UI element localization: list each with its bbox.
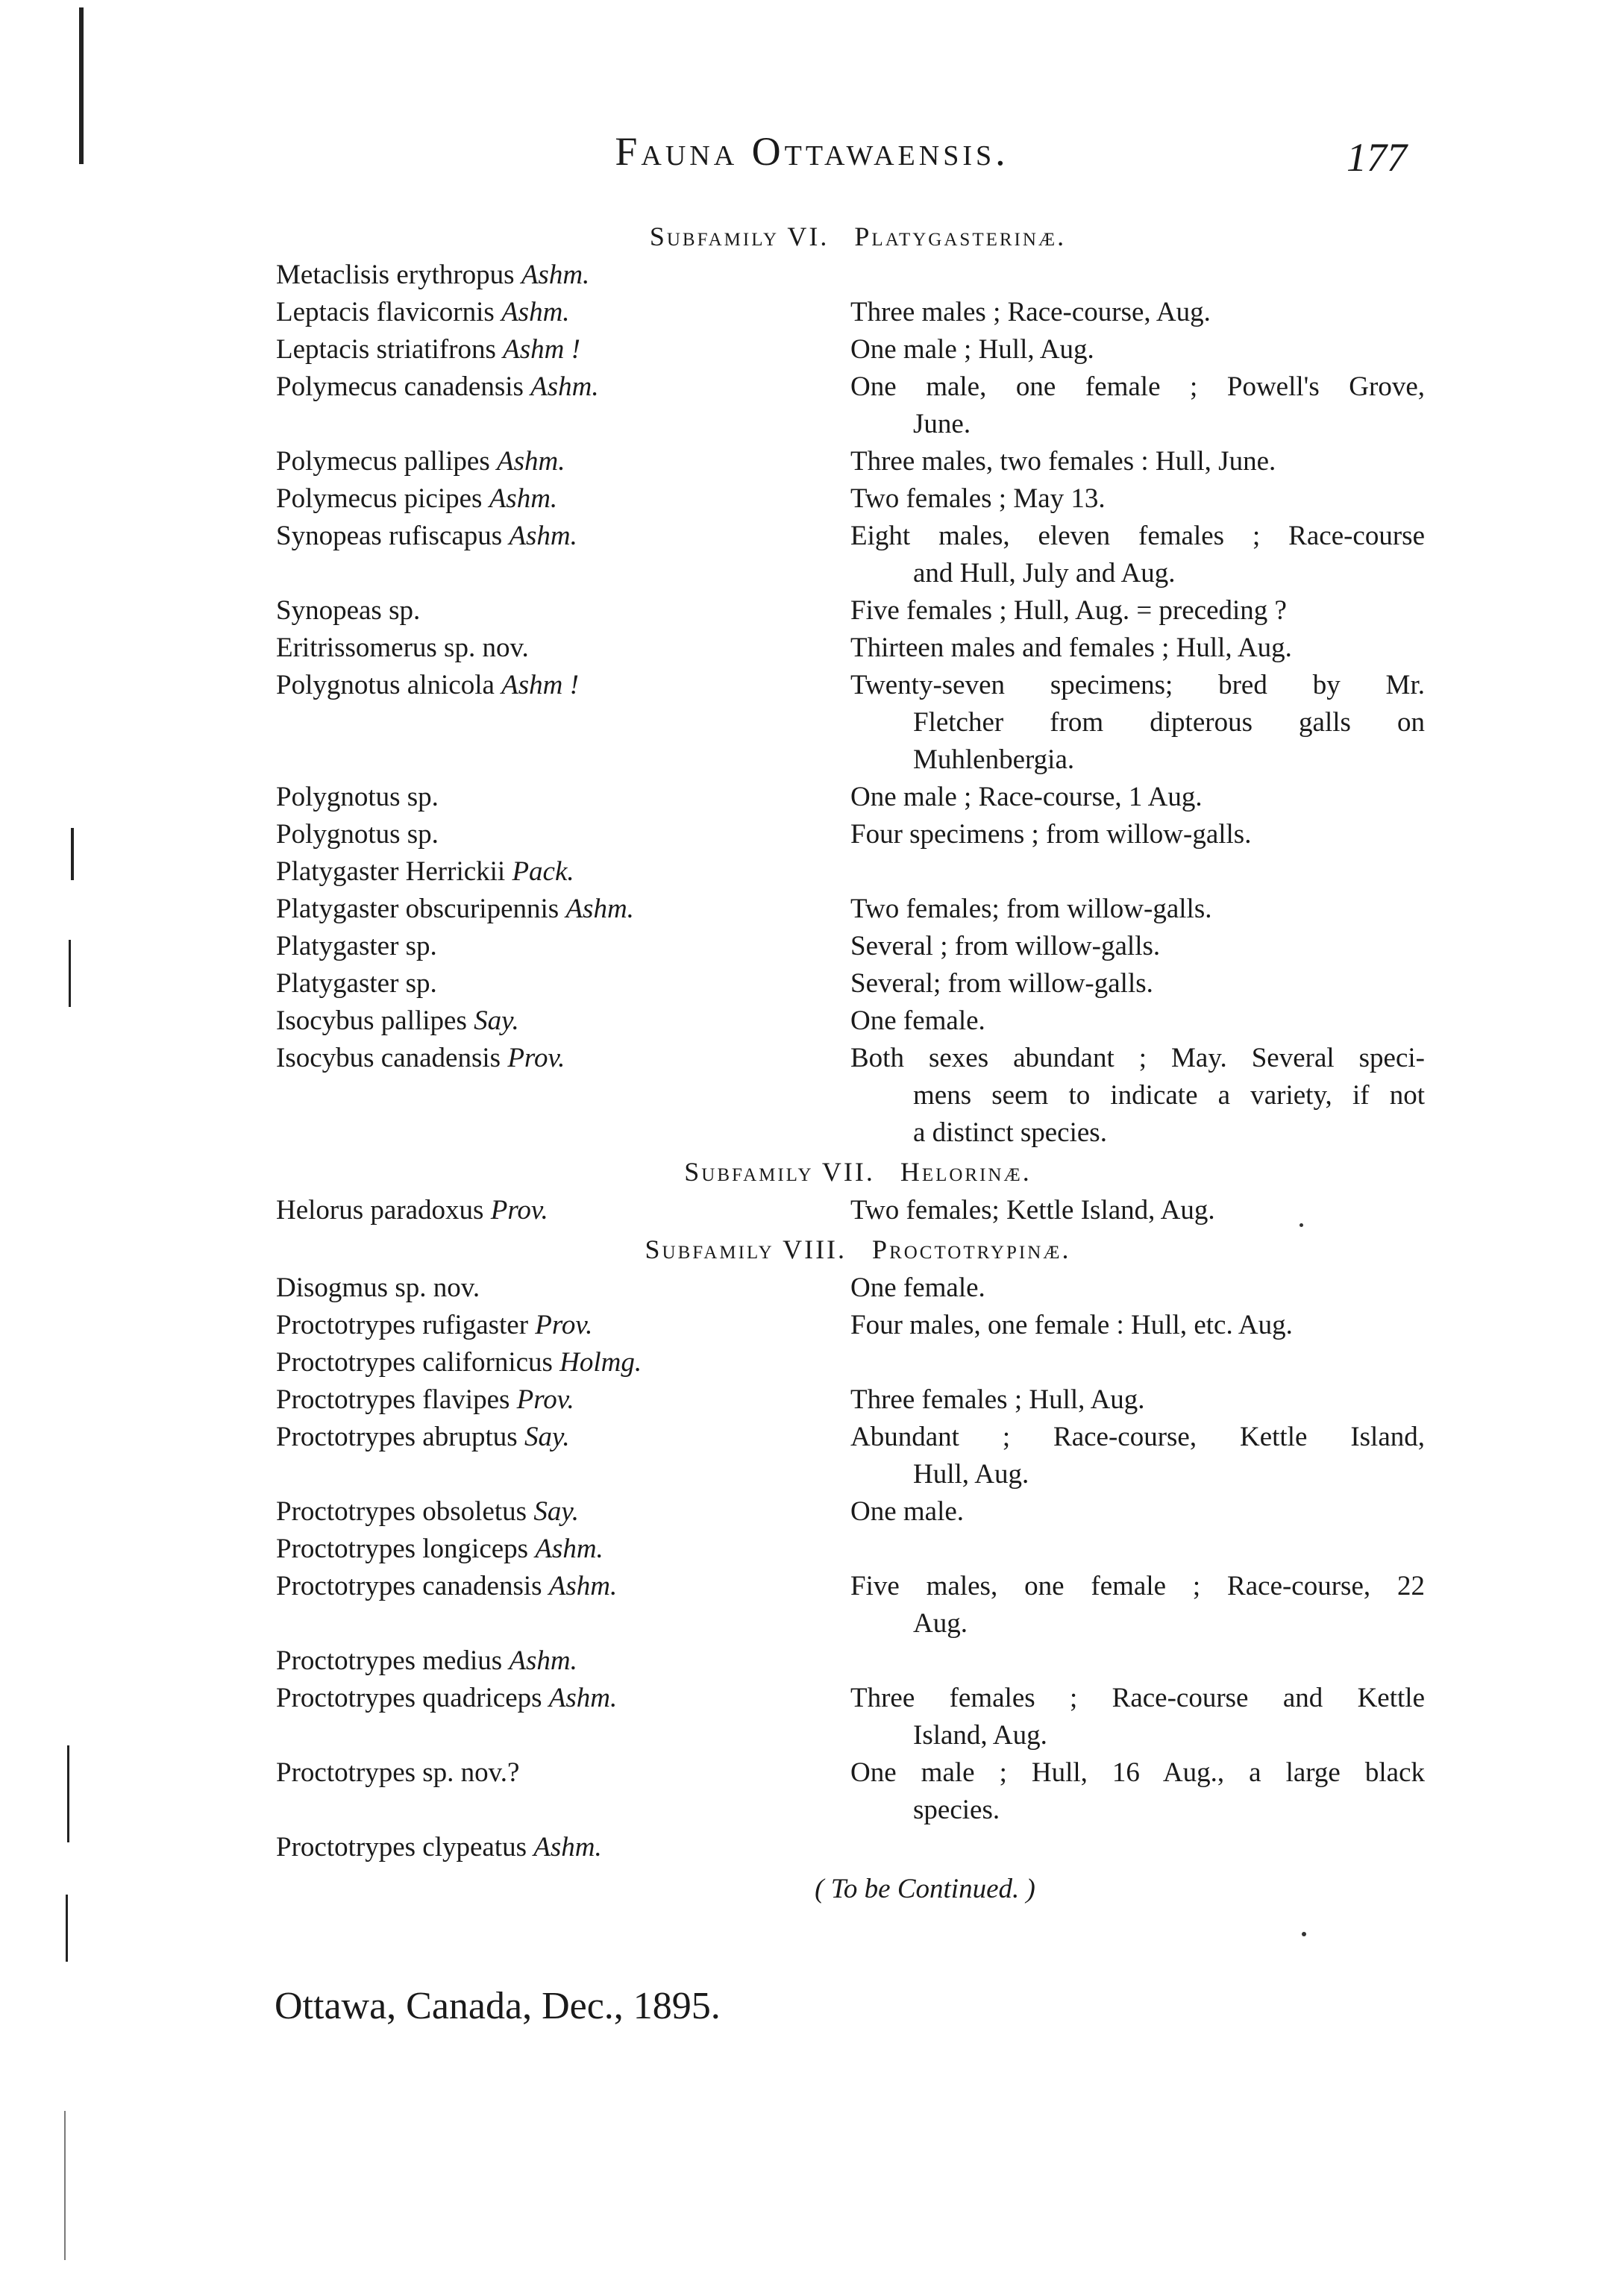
species-binomial: Eritrissomerus sp. nov. xyxy=(276,633,529,663)
species-authority: Ashm. xyxy=(548,1571,618,1601)
subfamily-name: Proctotrypinæ. xyxy=(872,1234,1071,1264)
species-name xyxy=(276,368,850,443)
species-name xyxy=(276,294,850,331)
species-authority: Prov. xyxy=(507,1043,565,1073)
record-note-line: Four specimens ; from willow-galls. xyxy=(850,819,1252,850)
subfamily-name: Helorinæ. xyxy=(900,1157,1032,1187)
record-note xyxy=(850,1307,1425,1344)
page-edge-line-bottom xyxy=(66,1895,68,1962)
species-name xyxy=(276,1040,850,1152)
record-note xyxy=(850,1270,1425,1307)
species-authority: Ashm. xyxy=(509,521,577,551)
record-note xyxy=(850,816,1425,853)
species-binomial: Proctotrypes longiceps xyxy=(276,1534,536,1564)
to-be-continued: ( To be Continued. ) xyxy=(815,1874,1035,1904)
record-note-line: Five males, one female ; Race-course, 22 xyxy=(850,1571,1425,1601)
species-binomial: Synopeas sp. xyxy=(276,595,421,626)
species-name xyxy=(276,1680,850,1754)
record-note-line: a distinct species. xyxy=(913,1117,1107,1148)
species-entry xyxy=(276,368,1440,443)
species-entry xyxy=(276,1307,1440,1344)
species-authority: Ashm. xyxy=(548,1683,618,1713)
page-edge-line-low xyxy=(67,1745,69,1842)
species-binomial: Proctotrypes quadriceps xyxy=(276,1683,549,1713)
species-list xyxy=(276,216,1440,1908)
species-name xyxy=(276,1344,850,1381)
record-note-line: Twenty-seven specimens; bred by Mr. xyxy=(850,670,1425,700)
record-note-line: Thirteen males and females ; Hull, Aug. xyxy=(850,633,1292,663)
species-name xyxy=(276,257,850,294)
species-name xyxy=(276,1754,850,1829)
species-binomial: Platygaster sp. xyxy=(276,931,437,961)
species-binomial: Disogmus sp. nov. xyxy=(276,1272,480,1303)
species-binomial: Leptacis striatifrons xyxy=(276,334,504,365)
species-authority: Prov. xyxy=(535,1310,593,1340)
species-binomial: Proctotrypes abruptus xyxy=(276,1422,524,1452)
species-authority: Ashm. xyxy=(530,371,599,402)
species-entry xyxy=(276,518,1440,592)
species-binomial: Isocybus canadensis xyxy=(276,1043,508,1073)
record-note xyxy=(850,667,1425,779)
species-name xyxy=(276,1270,850,1307)
species-binomial: Proctotrypes obsoletus xyxy=(276,1496,534,1527)
species-binomial: Proctotrypes clypeatus xyxy=(276,1832,534,1863)
record-note xyxy=(850,592,1425,630)
record-note-line: One female. xyxy=(850,1005,985,1036)
record-note-line: species. xyxy=(913,1795,1000,1825)
species-name xyxy=(276,443,850,480)
subfamily-name: Platygasterinæ. xyxy=(854,222,1067,251)
record-note-line: mens seem to indicate a variety, if not xyxy=(913,1080,1425,1111)
species-entry xyxy=(276,592,1440,630)
species-authority: Prov. xyxy=(490,1195,548,1226)
species-name xyxy=(276,1568,850,1642)
running-title: Fauna Ottawaensis. xyxy=(615,129,1009,174)
species-entry xyxy=(276,257,1440,294)
species-entry xyxy=(276,891,1440,928)
record-note xyxy=(850,443,1425,480)
record-note-line: Three females ; Race-course and Kettle xyxy=(850,1683,1425,1713)
species-name xyxy=(276,853,850,891)
species-name xyxy=(276,480,850,518)
species-binomial: Platygaster obscuripennis xyxy=(276,894,566,924)
record-note xyxy=(850,1568,1425,1642)
subfamily-heading xyxy=(276,1153,1440,1190)
species-entry xyxy=(276,630,1440,667)
record-note xyxy=(850,779,1425,816)
species-binomial: Polygnotus sp. xyxy=(276,782,439,812)
species-binomial: Polygnotus alnicola xyxy=(276,670,502,700)
species-authority: Ashm ! xyxy=(503,334,580,365)
species-name xyxy=(276,667,850,779)
record-note-line: One male ; Hull, Aug. xyxy=(850,334,1094,365)
species-authority: Ashm. xyxy=(496,446,565,477)
record-note-line: Island, Aug. xyxy=(913,1720,1047,1751)
species-binomial: Synopeas rufiscapus xyxy=(276,521,510,551)
species-binomial: Polymecus canadensis xyxy=(276,371,531,402)
species-entry xyxy=(276,1680,1440,1754)
record-note xyxy=(850,294,1425,331)
species-entry xyxy=(276,1642,1440,1680)
species-authority: Ashm ! xyxy=(501,670,579,700)
record-note-line: Two females; Kettle Island, Aug. xyxy=(850,1195,1215,1226)
species-name xyxy=(276,1381,850,1419)
species-entry xyxy=(276,965,1440,1002)
species-entry xyxy=(276,294,1440,331)
species-binomial: Polygnotus sp. xyxy=(276,819,439,850)
record-note-line: Both sexes abundant ; May. Several speci- xyxy=(850,1043,1425,1073)
species-entry xyxy=(276,1568,1440,1642)
record-note-line: One male ; Race-course, 1 Aug. xyxy=(850,782,1203,812)
record-note-line: Hull, Aug. xyxy=(913,1459,1029,1490)
page-edge-line-foot xyxy=(64,2111,66,2260)
page-edge-line-mid xyxy=(71,828,74,880)
species-authority: Say. xyxy=(474,1005,519,1036)
species-authority: Prov. xyxy=(516,1384,574,1415)
species-name xyxy=(276,1829,850,1866)
record-note-line: One male, one female ; Powell's Grove, xyxy=(850,371,1425,402)
species-binomial: Proctotrypes canadensis xyxy=(276,1571,549,1601)
page-number: 177 xyxy=(1346,135,1407,180)
record-note xyxy=(850,630,1425,667)
species-binomial: Proctotrypes flavipes xyxy=(276,1384,517,1415)
species-binomial: Platygaster Herrickii xyxy=(276,856,512,887)
species-entry xyxy=(276,443,1440,480)
subfamily-number: Subfamily VII. xyxy=(684,1157,875,1187)
species-name xyxy=(276,1493,850,1531)
species-binomial: Proctotrypes medius xyxy=(276,1645,510,1676)
record-note-line: Several; from willow-galls. xyxy=(850,968,1153,999)
species-entry xyxy=(276,1754,1440,1829)
record-note-line: Muhlenbergia. xyxy=(913,744,1075,775)
species-entry xyxy=(276,1531,1440,1568)
record-note xyxy=(850,1192,1425,1229)
species-entry xyxy=(276,1381,1440,1419)
record-note-line: Three females ; Hull, Aug. xyxy=(850,1384,1145,1415)
species-entry xyxy=(276,1192,1440,1229)
record-note-line: Four males, one female : Hull, etc. Aug. xyxy=(850,1310,1293,1340)
subfamily-number: Subfamily VI. xyxy=(649,222,830,251)
species-authority: Ashm. xyxy=(535,1534,603,1564)
record-note xyxy=(850,1381,1425,1419)
record-note xyxy=(850,1002,1425,1040)
species-binomial: Proctotrypes californicus xyxy=(276,1347,560,1378)
species-name xyxy=(276,1002,850,1040)
species-entry xyxy=(276,1040,1440,1152)
page-speck xyxy=(1302,1932,1306,1936)
species-binomial: Leptacis flavicornis xyxy=(276,297,502,327)
species-entry xyxy=(276,1344,1440,1381)
species-entry xyxy=(276,779,1440,816)
species-entry xyxy=(276,331,1440,368)
species-authority: Holmg. xyxy=(559,1347,642,1378)
record-note xyxy=(850,257,1425,294)
species-name xyxy=(276,965,850,1002)
subfamily-heading xyxy=(276,218,1440,255)
species-name xyxy=(276,518,850,592)
record-note xyxy=(850,1754,1425,1829)
species-authority: Say. xyxy=(524,1422,570,1452)
species-entry xyxy=(276,480,1440,518)
record-note xyxy=(850,480,1425,518)
record-note-line: Abundant ; Race-course, Kettle Island, xyxy=(850,1422,1425,1452)
record-note-line: One male ; Hull, 16 Aug., a large black xyxy=(850,1757,1425,1788)
species-name xyxy=(276,630,850,667)
species-name xyxy=(276,1531,850,1568)
record-note-line: Two females ; May 13. xyxy=(850,483,1106,514)
record-note xyxy=(850,1531,1425,1568)
record-note xyxy=(850,1829,1425,1866)
species-entry xyxy=(276,1419,1440,1493)
record-note xyxy=(850,1344,1425,1381)
record-note xyxy=(850,853,1425,891)
page-edge-line-mid2 xyxy=(69,940,71,1007)
species-name xyxy=(276,592,850,630)
species-name xyxy=(276,1192,850,1229)
record-note-line: Two females; from willow-galls. xyxy=(850,894,1212,924)
record-note xyxy=(850,331,1425,368)
record-note-line: Aug. xyxy=(913,1608,968,1639)
species-authority: Ashm. xyxy=(489,483,558,514)
species-name xyxy=(276,1642,850,1680)
species-entry xyxy=(276,1829,1440,1866)
record-note xyxy=(850,1493,1425,1531)
species-entry xyxy=(276,853,1440,891)
record-note xyxy=(850,1642,1425,1680)
species-authority: Ashm. xyxy=(509,1645,577,1676)
species-entry xyxy=(276,928,1440,965)
species-name xyxy=(276,1419,850,1493)
species-authority: Say. xyxy=(533,1496,579,1527)
species-entry xyxy=(276,1270,1440,1307)
species-name xyxy=(276,928,850,965)
species-name xyxy=(276,779,850,816)
species-entry xyxy=(276,1002,1440,1040)
species-authority: Pack. xyxy=(512,856,574,887)
species-name xyxy=(276,891,850,928)
species-entry xyxy=(276,1493,1440,1531)
subfamily-number: Subfamily VIII. xyxy=(645,1234,847,1264)
species-entry xyxy=(276,667,1440,779)
species-authority: Ashm. xyxy=(501,297,570,327)
species-name xyxy=(276,816,850,853)
record-note-line: June. xyxy=(913,409,971,439)
record-note xyxy=(850,518,1425,592)
record-note-line: Fletcher from dipterous galls on xyxy=(913,707,1425,738)
record-note-line: One male. xyxy=(850,1496,965,1527)
species-entry xyxy=(276,816,1440,853)
species-name xyxy=(276,1307,850,1344)
record-note xyxy=(850,1419,1425,1493)
record-note-line: One female. xyxy=(850,1272,985,1303)
record-note-line: Eight males, eleven females ; Race-course xyxy=(850,521,1425,551)
species-authority: Ashm. xyxy=(521,260,590,290)
footer-place-date: Ottawa, Canada, Dec., 1895. xyxy=(275,1985,721,2027)
species-binomial: Polymecus pallipes xyxy=(276,446,497,477)
record-note-line: and Hull, July and Aug. xyxy=(913,558,1176,589)
record-note-line: Five females ; Hull, Aug. = preceding ? xyxy=(850,595,1287,626)
subfamily-heading xyxy=(276,1231,1440,1268)
species-name xyxy=(276,331,850,368)
record-note-line: Several ; from willow-galls. xyxy=(850,931,1161,961)
record-note xyxy=(850,928,1425,965)
species-binomial: Polymecus picipes xyxy=(276,483,489,514)
record-note xyxy=(850,965,1425,1002)
species-binomial: Platygaster sp. xyxy=(276,968,437,999)
species-binomial: Proctotrypes sp. nov.? xyxy=(276,1757,520,1788)
record-note-line: Three males, two females : Hull, June. xyxy=(850,446,1276,477)
species-binomial: Helorus paradoxus xyxy=(276,1195,491,1226)
record-note-line: Three males ; Race-course, Aug. xyxy=(850,297,1211,327)
record-note xyxy=(850,891,1425,928)
record-note xyxy=(850,368,1425,443)
record-note xyxy=(850,1680,1425,1754)
species-binomial: Proctotrypes rufigaster xyxy=(276,1310,536,1340)
species-binomial: Metaclisis erythropus xyxy=(276,260,521,290)
species-binomial: Isocybus pallipes xyxy=(276,1005,474,1036)
species-authority: Ashm. xyxy=(565,894,634,924)
species-authority: Ashm. xyxy=(533,1832,602,1863)
record-note xyxy=(850,1040,1425,1152)
